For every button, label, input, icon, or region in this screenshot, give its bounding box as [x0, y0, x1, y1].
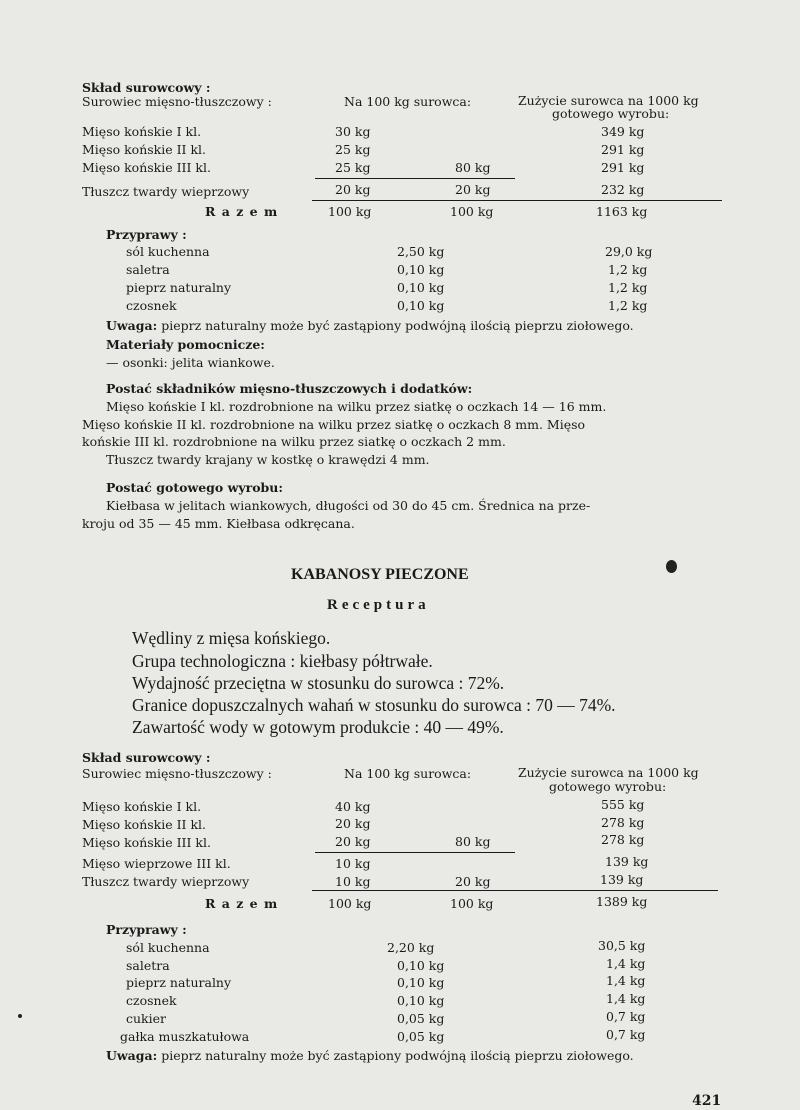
s2-sklad-label: Skład surowcowy : — [82, 750, 211, 765]
spice-name: pieprz naturalny — [126, 975, 232, 990]
row-subtotal: 20 kg — [455, 182, 491, 197]
s1-uwaga-note — [106, 320, 634, 333]
row-kg1000: 291 kg — [601, 160, 645, 175]
row-kg100: 20 kg — [335, 182, 371, 197]
s2-surowiec-header: Surowiec mięsno-tłuszczowy : — [82, 766, 272, 781]
spice-kg100: 0,10 kg — [397, 298, 445, 313]
s1-postac-sklad-label: Postać składników mięsno-tłuszczowych i dodatków: — [106, 381, 473, 396]
row-subtotal: 80 kg — [455, 834, 491, 849]
s1-total-rule — [312, 200, 722, 201]
razem-kg100: 100 kg — [328, 896, 372, 911]
spice-kg100: 2,20 kg — [387, 940, 435, 955]
s1-subtotal-rule — [315, 178, 515, 179]
spice-kg100: 0,10 kg — [397, 262, 445, 277]
spice-kg1000: 1,2 kg — [608, 298, 648, 313]
row-kg100: 10 kg — [335, 856, 371, 871]
spice-kg1000: 1,4 kg — [606, 991, 646, 1006]
spice-name: sól kuchenna — [126, 940, 210, 955]
row-kg1000: 349 kg — [601, 124, 645, 139]
row-kg100: 40 kg — [335, 799, 371, 814]
paragraph-line: Kiełbasa w jelitach wiankowych, długości od 30 do 45 cm. Średnica na prze- — [106, 498, 591, 513]
spice-kg1000: 1,2 kg — [608, 280, 648, 295]
spice-name: czosnek — [126, 298, 177, 313]
spice-name: pieprz naturalny — [126, 280, 232, 295]
razem-kg1000: 1389 kg — [596, 894, 648, 909]
row-kg1000: 278 kg — [601, 815, 645, 830]
spice-name: sól kuchenna — [126, 244, 210, 259]
page-number: 421 — [692, 1093, 722, 1109]
paragraph-line: końskie III kl. rozdrobnione na wilku przez siatkę o oczkach 2 mm. — [82, 434, 506, 449]
spice-kg1000: 1,2 kg — [608, 262, 648, 277]
spice-kg1000: 30,5 kg — [598, 938, 646, 953]
razem-kg100: 100 kg — [328, 204, 372, 219]
row-name: Mięso wieprzowe III kl. — [82, 856, 231, 871]
row-subtotal: 80 kg — [455, 160, 491, 175]
s2-uwaga-note — [106, 1050, 634, 1063]
intro-line: Wydajność przeciętna w stosunku do surowca : 72%. — [132, 673, 505, 693]
spice-name: saletra — [126, 262, 170, 277]
row-name: Tłuszcz twardy wieprzowy — [82, 184, 250, 199]
uwaga-label: Uwaga: — [106, 318, 158, 333]
spice-kg100: 0,10 kg — [397, 958, 445, 973]
paragraph-line: Tłuszcz twardy krajany w kostkę o krawędzi 4 mm. — [106, 452, 430, 467]
row-kg1000: 139 kg — [605, 854, 649, 869]
row-kg1000: 291 kg — [601, 142, 645, 157]
s1-przyprawy-label: Przyprawy : — [106, 227, 187, 242]
paragraph-line: Mięso końskie I kl. rozdrobnione na wilku przez siatkę o oczkach 14 — 16 mm. — [106, 399, 607, 414]
s1-sklad-label: Skład surowcowy : — [82, 80, 211, 95]
s1-materialy-label: Materiały pomocnicze: — [106, 337, 265, 352]
row-name: Mięso końskie I kl. — [82, 799, 202, 814]
s2-zuzycie-header: Zużycie surowca na 1000 kg — [518, 765, 699, 780]
paragraph-line: Mięso końskie II kl. rozdrobnione na wilku przez siatkę o oczkach 8 mm. Mięso — [82, 417, 586, 432]
row-name: Mięso końskie III kl. — [82, 160, 211, 175]
row-name: Mięso końskie II kl. — [82, 142, 207, 157]
spice-kg1000: 0,7 kg — [606, 1027, 646, 1042]
razem-label: R a z e m — [205, 204, 279, 219]
razem-subtotal: 100 kg — [450, 896, 494, 911]
s2-zuzycie-header-2: gotowego wyrobu: — [549, 779, 667, 794]
row-kg1000: 232 kg — [601, 182, 645, 197]
spice-kg1000: 29,0 kg — [605, 244, 653, 259]
row-kg1000: 555 kg — [601, 797, 645, 812]
recipe-title: KABANOSY PIECZONE — [291, 566, 469, 583]
razem-subtotal: 100 kg — [450, 204, 494, 219]
row-kg100: 20 kg — [335, 834, 371, 849]
row-kg1000: 139 kg — [600, 872, 644, 887]
spice-kg1000: 1,4 kg — [606, 973, 646, 988]
spice-kg1000: 1,4 kg — [606, 956, 646, 971]
spice-kg100: 0,10 kg — [397, 280, 445, 295]
s1-postac-wyrobu-label: Postać gotowego wyrobu: — [106, 480, 283, 495]
s1-zuzycie-header-2: gotowego wyrobu: — [552, 106, 670, 121]
s2-na100-header: Na 100 kg surowca: — [344, 766, 472, 781]
spice-kg1000: 0,7 kg — [606, 1009, 646, 1024]
spice-name: czosnek — [126, 993, 177, 1008]
s1-zuzycie-header: Zużycie surowca na 1000 kg — [518, 93, 699, 108]
row-kg1000: 278 kg — [601, 832, 645, 847]
row-name: Mięso końskie II kl. — [82, 817, 207, 832]
razem-kg1000: 1163 kg — [596, 204, 648, 219]
intro-line: Zawartość wody w gotowym produkcie : 40 — 49%. — [132, 717, 504, 737]
s1-materialy-text: — osonki: jelita wiankowe. — [106, 355, 275, 370]
uwaga-text: pieprz naturalny może być zastąpiony podwójną ilością pieprzu ziołowego. — [161, 1048, 634, 1063]
s2-subtotal-rule — [315, 852, 515, 853]
row-kg100: 10 kg — [335, 874, 371, 889]
row-kg100: 25 kg — [335, 160, 371, 175]
uwaga-text: pieprz naturalny może być zastąpiony podwójną ilością pieprzu ziołowego. — [161, 318, 634, 333]
row-kg100: 25 kg — [335, 142, 371, 157]
s1-surowiec-header: Surowiec mięsno-tłuszczowy : — [82, 94, 272, 109]
spice-kg100: 0,05 kg — [397, 1011, 445, 1026]
row-name: Mięso końskie III kl. — [82, 835, 211, 850]
row-name: Mięso końskie I kl. — [82, 124, 202, 139]
row-subtotal: 20 kg — [455, 874, 491, 889]
razem-label: R a z e m — [205, 896, 279, 911]
ink-blot — [666, 560, 677, 573]
paragraph-line: kroju od 35 — 45 mm. Kiełbasa odkręcana. — [82, 516, 355, 531]
recipe-subtitle: Receptura — [327, 597, 430, 613]
spice-name: saletra — [126, 958, 170, 973]
row-kg100: 30 kg — [335, 124, 371, 139]
uwaga-label: Uwaga: — [106, 1048, 158, 1063]
row-kg100: 20 kg — [335, 816, 371, 831]
intro-line: Wędliny z mięsa końskiego. — [132, 628, 331, 648]
spice-kg100: 0,10 kg — [397, 975, 445, 990]
spice-kg100: 0,10 kg — [397, 993, 445, 1008]
ink-speck — [18, 1014, 22, 1018]
s2-total-rule — [312, 890, 718, 891]
s1-na100-header: Na 100 kg surowca: — [344, 94, 472, 109]
spice-kg100: 0,05 kg — [397, 1029, 445, 1044]
row-name: Tłuszcz twardy wieprzowy — [82, 874, 250, 889]
intro-line: Grupa technologiczna : kiełbasy półtrwałe. — [132, 651, 433, 671]
spice-kg100: 2,50 kg — [397, 244, 445, 259]
s2-przyprawy-label: Przyprawy : — [106, 922, 187, 937]
spice-name: cukier — [126, 1011, 166, 1026]
spice-name: gałka muszkatułowa — [120, 1029, 250, 1044]
intro-line: Granice dopuszczalnych wahań w stosunku do surowca : 70 — 74%. — [132, 695, 616, 715]
